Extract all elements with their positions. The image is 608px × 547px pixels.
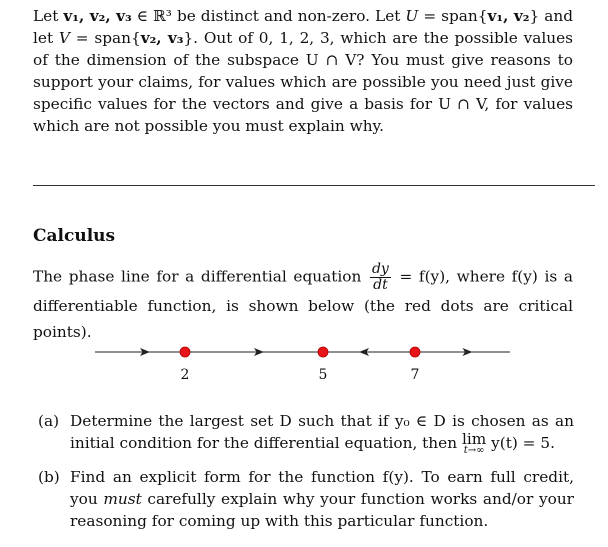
critical-point-dot [318,347,328,357]
limit-subscript: t→∞ [463,445,485,456]
text-segment: Find an explicit form for the function f(y). To earn full credit, you [70,468,574,508]
text-segment: }. [183,29,199,47]
text-segment: = span{ [69,29,141,47]
fraction-numerator: dy [371,261,389,277]
text-segment: carefully explain why your function works and/or your reasoning for coming up with this particular function. [70,490,574,530]
section-title: Calculus [33,226,116,246]
calculus-paragraph [33,262,573,345]
critical-point-label: 2 [180,367,190,383]
critical-point-label: 7 [410,367,420,383]
critical-point-dot [410,347,420,357]
limit-expression [462,432,486,456]
phase-line-diagram [0,334,608,394]
text-segment: The phase line for a differential equation [33,267,368,286]
calculus-body [33,262,573,345]
text-segment: ∈ ℝ³ be distinct and non-zero. Let [131,7,406,25]
symbol-u: U [405,7,419,25]
part-b-marker: (b) [38,468,60,486]
span-vectors-u: v₁, v₂ [487,7,530,25]
fraction-denominator: dt [373,277,388,293]
critical-point-dot [180,347,190,357]
critical-point-label: 5 [318,367,328,383]
text-segment: y(t) = 5. [486,434,555,452]
limit-word: lim [461,430,487,448]
part-a-text [70,410,574,456]
part-b [38,466,574,532]
symbol-v: V [58,29,70,47]
text-segment: = f(y), where f(y) is a differentiable function, is shown below (the red dots are critical points). [33,267,573,341]
part-b-text [70,466,574,532]
span-vectors-v: v₂, v₃ [140,29,184,47]
derivative-fraction [370,262,391,293]
text-segment: Determine the largest set D such that if y₀ ∈ D is chosen as an initial condition for the differential equation, then [70,412,574,452]
problem-body [33,5,573,137]
part-a-marker: (a) [38,412,60,430]
text-segment: = span{ [418,7,488,25]
vector-list: v₁, v₂, v₃ [63,7,132,25]
critical-point-labels [181,367,420,383]
part-a [38,410,574,456]
emphasis-must: must [103,490,142,508]
text-segment: Let [33,7,64,25]
text-segment: } [529,7,540,25]
problem-paragraph [33,5,573,137]
text-segment: Out of 0, 1, 2, 3, which are the possible values of the dimension of the subspace U ∩ V? You must give reasons to support your claims, for values which are possible you need just give specific values for the vectors and give a basis for U ∩ V, for values which are not possible you must explain why. [33,29,573,135]
text-segment: and let [33,7,574,47]
section-divider [33,185,595,186]
